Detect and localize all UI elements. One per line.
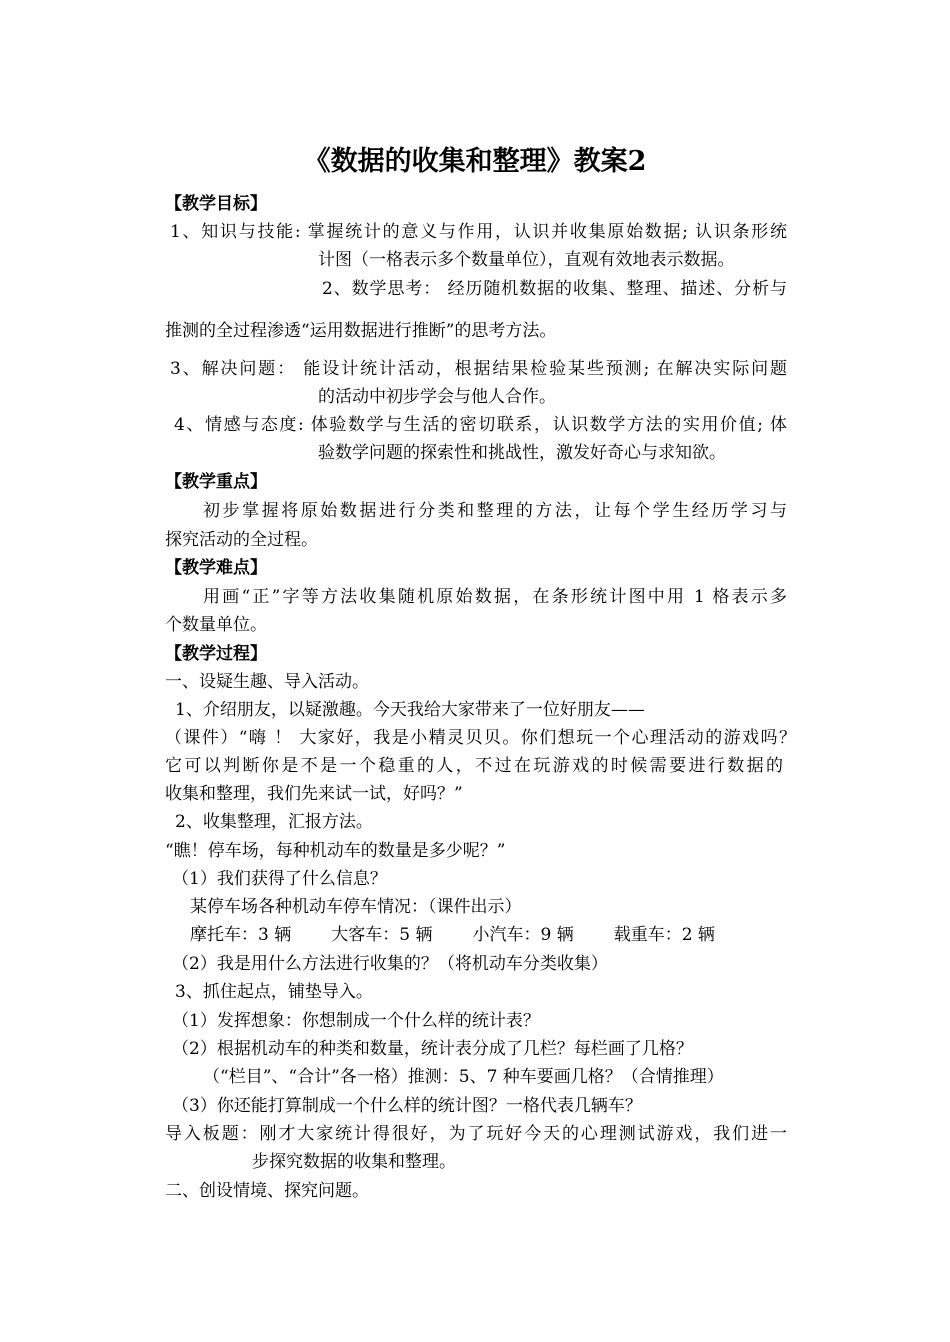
lead-in-line-2: 步探究数据的收集和整理。 [252,1152,456,1172]
section-1-heading: 一、设疑生趣、导入活动。 [165,672,369,692]
chart-question: （3）你还能打算制成一个什么样的统计图？一格代表几辆车？ [172,1096,642,1116]
key-points-line-1: 初步掌握将原始数据进行分类和整理的方法，让每个学生经历学习与 [203,501,787,521]
question-2: （2）我是用什么方法进行收集的？（将机动车分类收集） [172,954,608,974]
vehicle-counts [190,924,715,946]
step-3-text: 3、抓住起点，铺垫导入。 [175,982,373,1002]
objective-2-line-2: 推测的全过程渗透“运用数据进行推断”的思考方法。 [165,321,557,341]
objective-3-line-1: 3、解决问题： 能设计统计活动，根据结果检验某些预测; 在解决实际问题 [170,359,787,379]
table-columns-note: （“栏目”、“合计”各一格）推测：5、7 种车要画几格？（合情推理） [203,1067,724,1087]
objective-4-line-1: 4、情感与态度: 体验数学与生活的密切联系，认识数学方法的实用价值; 体 [174,415,787,435]
difficulties-line-1: 用画“正”字等方法收集随机原始数据，在条形统计图中用 1 格表示多 [203,587,787,607]
difficulties-line-2: 个数量单位。 [165,615,267,635]
process-heading: 【教学过程】 [165,644,267,664]
objectives-heading: 【教学目标】 [165,194,267,214]
difficulties-heading: 【教学难点】 [165,558,267,578]
page-title: 《数据的收集和整理》教案2 [303,146,647,177]
step-2-text: 2、收集整理，汇报方法。 [175,812,373,832]
courseware-quote-line-3: 收集和整理，我们先来试一试，好吗？” [165,784,463,804]
objective-3-line-2: 的活动中初步学会与他人合作。 [318,387,556,407]
step-1-text: 1、介绍朋友，以疑激趣。今天我给大家带来了一位好朋友—— [175,700,645,720]
question-1: （1）我们获得了什么信息？ [172,869,387,889]
objective-4-line-2: 验数学问题的探索性和挑战性，激发好奇心与求知欲。 [318,443,726,463]
courseware-quote-line-2: 它可以判断你是不是一个稳重的人，不过在玩游戏的时候需要进行数据的 [165,756,783,776]
key-points-line-2: 探究活动的全过程。 [165,530,318,550]
parking-situation: 某停车场各种机动车停车情况：（课件出示） [190,897,522,917]
parking-question: “瞧！停车场，每种机动车的数量是多少呢？” [165,841,506,861]
imagine-question: （1）发挥想象：你想制成一个什么样的统计表？ [172,1011,540,1031]
vehicle-count-car: 小汽车：9 辆 [472,925,574,945]
lead-in-line-1: 导入板题：刚才大家统计得很好，为了玩好今天的心理测试游戏，我们进一 [165,1124,787,1144]
objective-1-line-1: 1、知识与技能: 掌握统计的意义与作用，认识并收集原始数据; 认识条形统 [170,222,787,242]
key-points-heading: 【教学重点】 [165,472,267,492]
vehicle-count-truck: 载重车：2 辆 [613,925,715,945]
section-2-heading: 二、创设情境、探究问题。 [165,1181,369,1201]
vehicle-count-motorcycle: 摩托车：3 辆 [190,925,292,945]
objective-2-line-1: 2、数学思考： 经历随机数据的收集、整理、描述、分析与 [322,279,787,299]
vehicle-count-bus: 大客车：5 辆 [331,925,433,945]
table-columns-question: （2）根据机动车的种类和数量，统计表分成了几栏？每栏画了几格？ [172,1039,693,1059]
objective-1-line-2: 计图（一格表示多个数量单位），直观有效地表示数据。 [318,250,735,270]
courseware-quote-line-1: （课件）“嗨 ！ 大家好，我是小精灵贝贝。你们想玩一个心理活动的游戏吗？ [165,728,796,748]
